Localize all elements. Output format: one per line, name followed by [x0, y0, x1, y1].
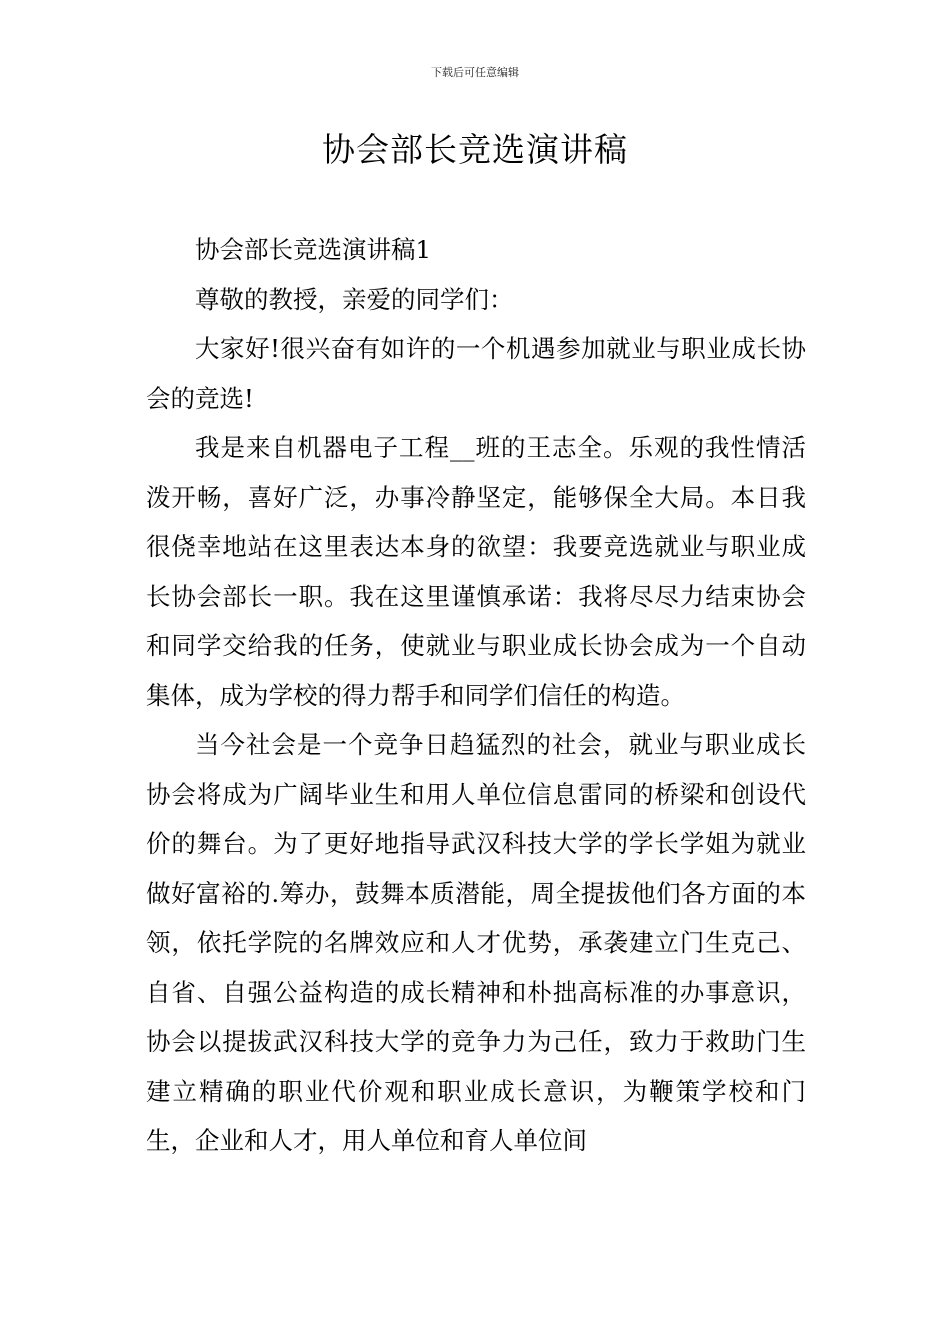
paragraph-subtitle: 协会部长竞选演讲稿1: [195, 235, 432, 264]
paragraph-greeting: 大家好!很兴奋有如许的一个机遇参加就业与职业成长协会的竞选!: [146, 334, 806, 413]
paragraph-society: 当今社会是一个竞争日趋猛烈的社会，就业与职业成长协会将成为广阔毕业生和用人单位信息雷同的桥梁和创设代价的舞台。为了更好地指导武汉科技大学的学长学姐为就业做好富裕的.筹办，鼓舞本质潜能，周全提拔他们各方面的本领，依托学院的名牌效应和人才优势，承袭建立门生克己、自省、自强公益构造的成长精神和朴拙高标准的办事意识，协会以提拔武汉科技大学的竞争力为己任，致力于救助门生建立精确的职业代价观和职业成长意识，为鞭策学校和门生，企业和人才，用人单位和育人单位间: [146, 730, 806, 1155]
document-body: [146, 225, 806, 1166]
document-title: 协会部长竞选演讲稿: [322, 130, 628, 169]
paragraph-introduction: 我是来自机器电子工程__班的王志全。乐观的我性情活泼开畅，喜好广泛，办事冷静坚定，能够保全大局。本日我很侥幸地站在这里表达本身的欲望：我要竞选就业与职业成长协会部长一职。我在这里谨慎承诺：我将尽尽力结束协会和同学交给我的任务，使就业与职业成长协会成为一个自动集体，成为学校的得力帮手和同学们信任的构造。: [146, 433, 806, 710]
header-note: 下载后可任意编辑: [431, 66, 519, 79]
paragraph-salutation: 尊敬的教授，亲爱的同学们：: [195, 284, 514, 314]
